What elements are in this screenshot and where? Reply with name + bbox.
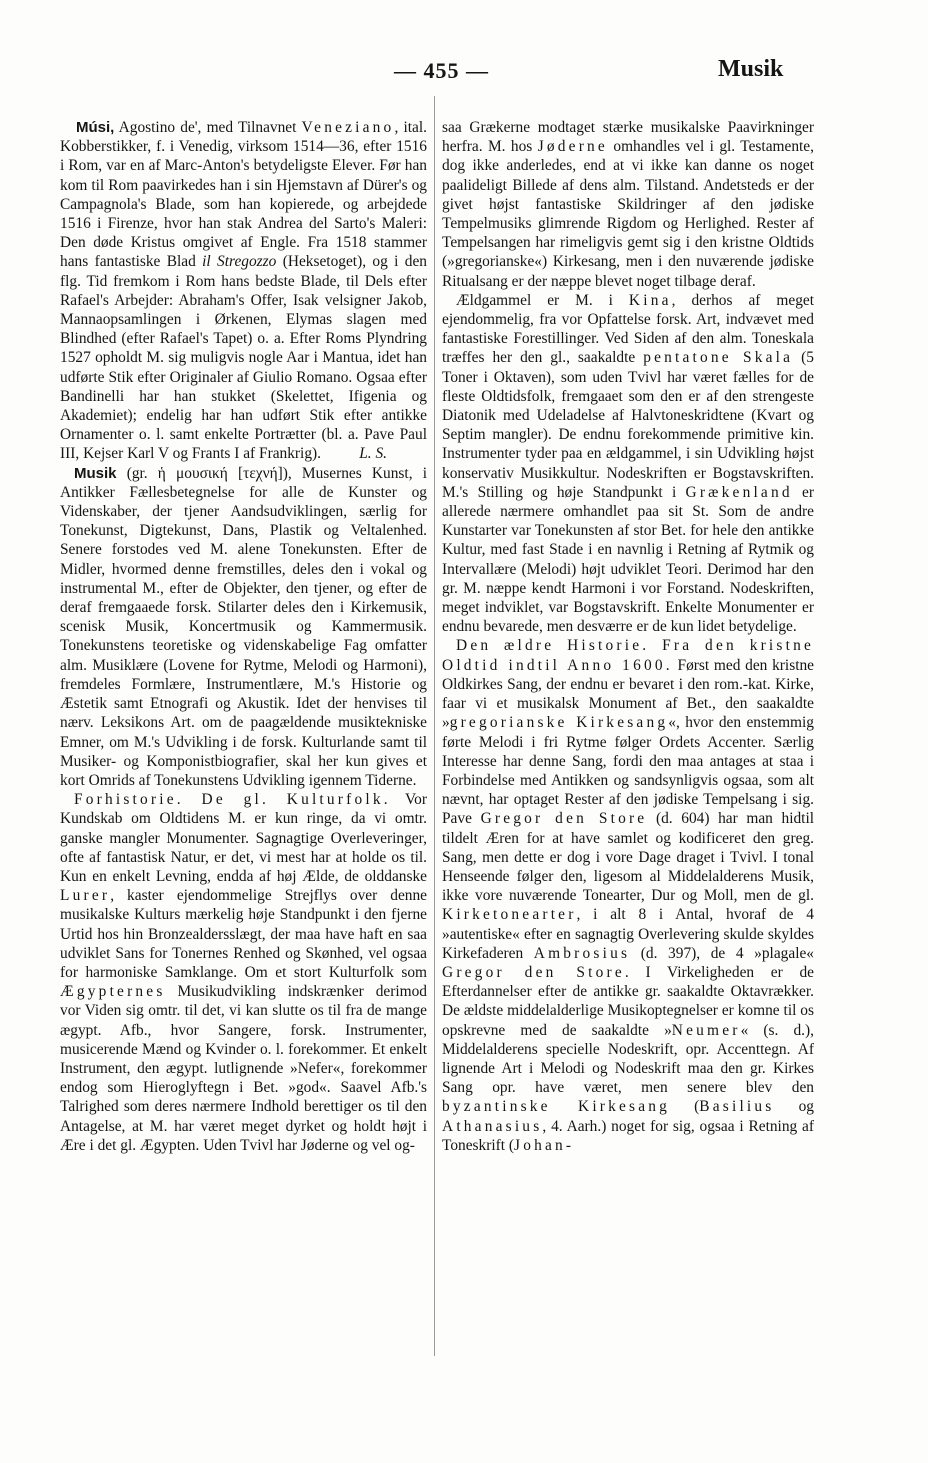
spaced-term: Basilius <box>699 1098 775 1116</box>
spaced-term: Gregor den Store <box>480 810 648 828</box>
entry-musi <box>60 118 427 464</box>
entry-text: «, hvor den enstemmig førte Melodi i fri Rytme følger Ordets Accenter. Særlig Interesse har denne Sang, fordi den maa antages at staa i Forbindelse med Antikken og sandsynligvis ogsaa, som alt nævnt, har optaget Rester af den jødiske Tempelsang i sig. Pave <box>442 714 814 828</box>
spaced-term: Athanasius <box>442 1117 543 1135</box>
italic-title: il Stregozzo <box>202 253 277 271</box>
spaced-name: Veneziano <box>301 119 395 136</box>
entry-text: , 4. Aarh.) noget for sig, ogsaa i Retning af Toneskrift ( <box>442 1117 814 1154</box>
section-aeldre-historie <box>442 636 814 1154</box>
left-column <box>60 118 427 1155</box>
spaced-term: Jøderne <box>537 138 608 156</box>
entry-text: Musikudvikling indskrænker derimod vor Viden sig omtr. til det, vi kan slutte os til fra de mange ægypt. Afb., hvor Sangere, forsk. Instrumenter, musicerende Mænd og Kvinder o. l. forekommer. Et enkelt Instrument, den ægypt. lutlignende »Nefer«, forekommer endog som Hieroglyftegn i Bet. »god«. Saavel Afb.'s Talrighed som deres nærmere Indhold berettiger os til den Antagelse, at M. har været meget dyrket og holdt højt i Ære i det gl. Ægypten. Uden Tvivl har Jøderne og vel og- <box>60 983 427 1154</box>
entry-text: saa Grækerne modtaget stærke musikalske Paavirkninger herfra. M. hos <box>442 119 814 156</box>
spaced-term: Lurer <box>60 887 111 905</box>
spaced-term: Kirketonearter <box>442 906 577 924</box>
entry-text: er allerede nærmere omhandlet paa sit St. Som de andre Kunstarter var Tonekunsten af stor Bet. for hele den antikke Kultur, med fast Stade i en navnlig i Retning af Rytmik og Intervallære (Melodi) højt udviklet Teori. Derimod har den gr. M. næppe kendt Harmoni i vor Forstand. Nodeskriften, meget indviklet, var Bogstavskrift. Enkelte Monumenter er endnu bevarede, men desværre er de kun lidet betydelige. <box>442 483 814 636</box>
spaced-term: Johan- <box>514 1136 575 1154</box>
entry-text: , derhos af meget ejendommelig, fra vor Opfattelse forsk. Art, indvævet med fantastiske Forestillinger. Ved Siden af den alm. Toneskala træffes her den gl., saakaldte <box>442 291 814 367</box>
spaced-term: Kina <box>628 291 672 309</box>
spaced-term: Ambrosius <box>533 944 631 962</box>
author-signature: L. S. <box>359 445 387 463</box>
column-divider <box>434 96 435 1356</box>
section-heading: Forhistorie. De gl. Kulturfolk. <box>74 791 391 809</box>
headword-musik: Musik <box>74 464 117 482</box>
section-forhistorie <box>60 790 427 1155</box>
paragraph-kina <box>442 291 814 637</box>
spaced-term: Neumer <box>671 1021 741 1039</box>
right-column <box>442 118 814 1155</box>
spaced-term: Ægypternes <box>60 983 166 1001</box>
entry-text: (d. 397), de 4 »plagale« <box>630 944 814 962</box>
entry-text: omhandles vel i gl. Testamente, dog ikke anderledes, end at vi ikke kan danne os noget paalideligt Billede af dens alm. Tilstand. Andetsteds er der givet højst fantastiske Skildringer af den jødiske Tempelmusiks glimrende Rigdom og Herlighed. Rester af Tempelsangen har rimeligvis gemt sig i den kristne Oldtids (»gregorianske«) Kirkesang, men i den nuværende jødiske Ritualsang er der næppe blevet noget tilbage deraf. <box>442 138 814 290</box>
entry-text: (gr. ἡ μουσική [τεχνή]), Musernes Kunst, i Antikker Fællesbetegnelse for alle de Kunster og Videnskaber, der tjener Aandsudviklingen, særlig for Tonekunst, Digtekunst, Dans, Plastik og Veltalenhed. Senere forstodes ved M. alene Tonekunsten. Efter de Midler, hvormed denne fremstilles, deles den i vokal og instrumental M., efter de Objekter, den tjener, og efter de deraf fremgaaede forsk. Stilarter deles den i Kirkemusik, scenisk Musik, Koncertmusik og Kammermusik. Tonekunstens teoretiske og videnskabelige Fag omfatter alm. Musiklære (Lovene for Rytme, Melodi og Harmoni), fremdeles Formlære, Instrumentlære, M.'s Historie og Æstetik samt Etnografi og Akustik. Idet der henvises til nærv. Leksikons Art. om de paagældende musiktekniske Emner, om M.'s Udvikling i de forsk. Kulturlande samt til Musiker- og Komponistbiografier, skal her kun gives et kort Omrids af Tonekunstens Udvikling igennem Tiderne. <box>60 464 427 789</box>
entry-text: (Heksetoget), og i den flg. Tid fremkom i Rom hans bedste Blade, til Dels efter Rafael's Arbejder: Abraham's Offer, Isak velsigner Jakob, Mannaopsamlingen i Ørkenen, Elymas slagen med Blindhed (efter Rafael's Tapet) o. a. Efter Roms Plyndring 1527 opholdt M. sig muligvis nogle Aar i Mantua, idet han udførte Stik efter Originaler af Giulio Romano. Ogsaa efter Bandinelli har han stukket (Skelettet, Ifigenia og Akademiet); endelig har han udført Stik efter antikke Ornamenter o. l. samt enkelte Portrætter (bl. a. Pave Paul III, Kejser Karl V og Frants I af Frankrig). <box>60 253 427 463</box>
spaced-term: Grækenland <box>685 483 793 501</box>
page-number: — 455 — <box>394 58 489 83</box>
spaced-term: byzantinske Kirkesang <box>442 1098 671 1116</box>
entry-text: Vor Kundskab om Oldtidens M. er kun ringe, da vi omtr. ganske mangler Monumenter. Sagnagtige Overleveringer, ofte af fantastisk Natur, er det, vi mest har at holde os til. Kun en enkelt Levning, endda af høj Ælde, de olddanske <box>60 791 427 885</box>
entry-text: og <box>774 1098 814 1116</box>
entry-text: , kaster ejendommelige Strejflys over denne musikalske Kulturs mærkelig høje Standpunkt i den fjerne Urtid hos hin Bronzealdersslægt, der maa have haft en saa udviklet Sans for Tonernes Renhed og Skønhed, vel ogsaa for harmoniske Samklange. Om et stort Kulturfolk som <box>60 887 427 981</box>
entry-text: , i alt 8 i Antal, hvoraf de 4 »autentiske« efter en sagnagtig Overlevering skulde skyldes Kirkefaderen <box>442 906 814 962</box>
page-header <box>60 56 788 96</box>
entry-text: (5 Toner i Oktaven), som uden Tvivl har været fælles for de fleste Oldtidsfolk, fremgaaet som den er af den strengeste Diatonik med Udeladelse af Halvtoneskridtene (Kvart og Septim mangler). De endnu forekommende primitive kin. Instrumenter tyder paa en ældgammel, i sin Udvikling højst konservativ Musikkultur. Nodeskriften er Bogstavskriften. M.'s Stilling og høje Standpunkt i <box>442 349 815 501</box>
spaced-term: Gregor den Store <box>442 963 625 981</box>
entry-text: . I Virkeligheden er de Efterdannelser efter de antikke gr. saakaldte Oktavrækker. De ældste middelalderlige Musikoptegnelser er komne til os opskrevne med de saakaldte » <box>442 963 814 1039</box>
spaced-term: pentatone Skala <box>643 349 794 367</box>
entry-musik <box>60 464 427 790</box>
entry-text: (d. 604) har man hidtil tildelt Æren for at have samlet og kodificeret den greg. Sang, men dette er dog i vore Dage draget i Tvivl. I tonal Henseende følger den, ligesom al Middelalderens Musik, ikke vore nuværende Tonearter, Dur og Moll, men de gl. <box>442 810 815 905</box>
entry-text: Først med den kristne Oldkirkes Sang, der endnu er bevaret i den rom.-kat. Kirke, faar vi et musikalsk Monument af Bet., den saakaldte » <box>442 656 814 732</box>
entry-text: « (s. d.), Middelalderens specielle Nodeskrift, opr. Accenttegn. Af lignende Art i Melodi og Nodeskrift maa den gr. Kirkes Sang opr. have været, men senere blev den <box>442 1021 815 1097</box>
running-head: Musik <box>718 56 784 82</box>
spaced-term: gregorianske Kirkesang <box>449 714 669 732</box>
entry-text: Ældgammel er M. i <box>456 291 629 309</box>
section-heading: Den ældre Historie. Fra den kristne Oldtid indtil Anno 1600. <box>442 637 814 674</box>
paragraph-joederne <box>442 118 814 291</box>
entry-text: , ital. Kobberstikker, f. i Venedig, virksom 1514—36, efter 1516 i Rom, var en af Marc-Anton's betydeligste Elever. Før han kom til Rom paavirkedes han i sin Hjemstavn af Dürer's og Campagnola's Blade, som han kopierede, og arbejdede 1516 i Firenze, hvor han stak Andrea del Sarto's Maleri: Den døde Kristus omgivet af Engle. Fra 1518 stammer hans fantastiske Blad <box>60 119 427 271</box>
headword-musi: Músi, <box>76 119 115 136</box>
entry-text: Agostino de', med Tilnavnet <box>114 119 302 136</box>
entry-text: ( <box>670 1098 700 1116</box>
